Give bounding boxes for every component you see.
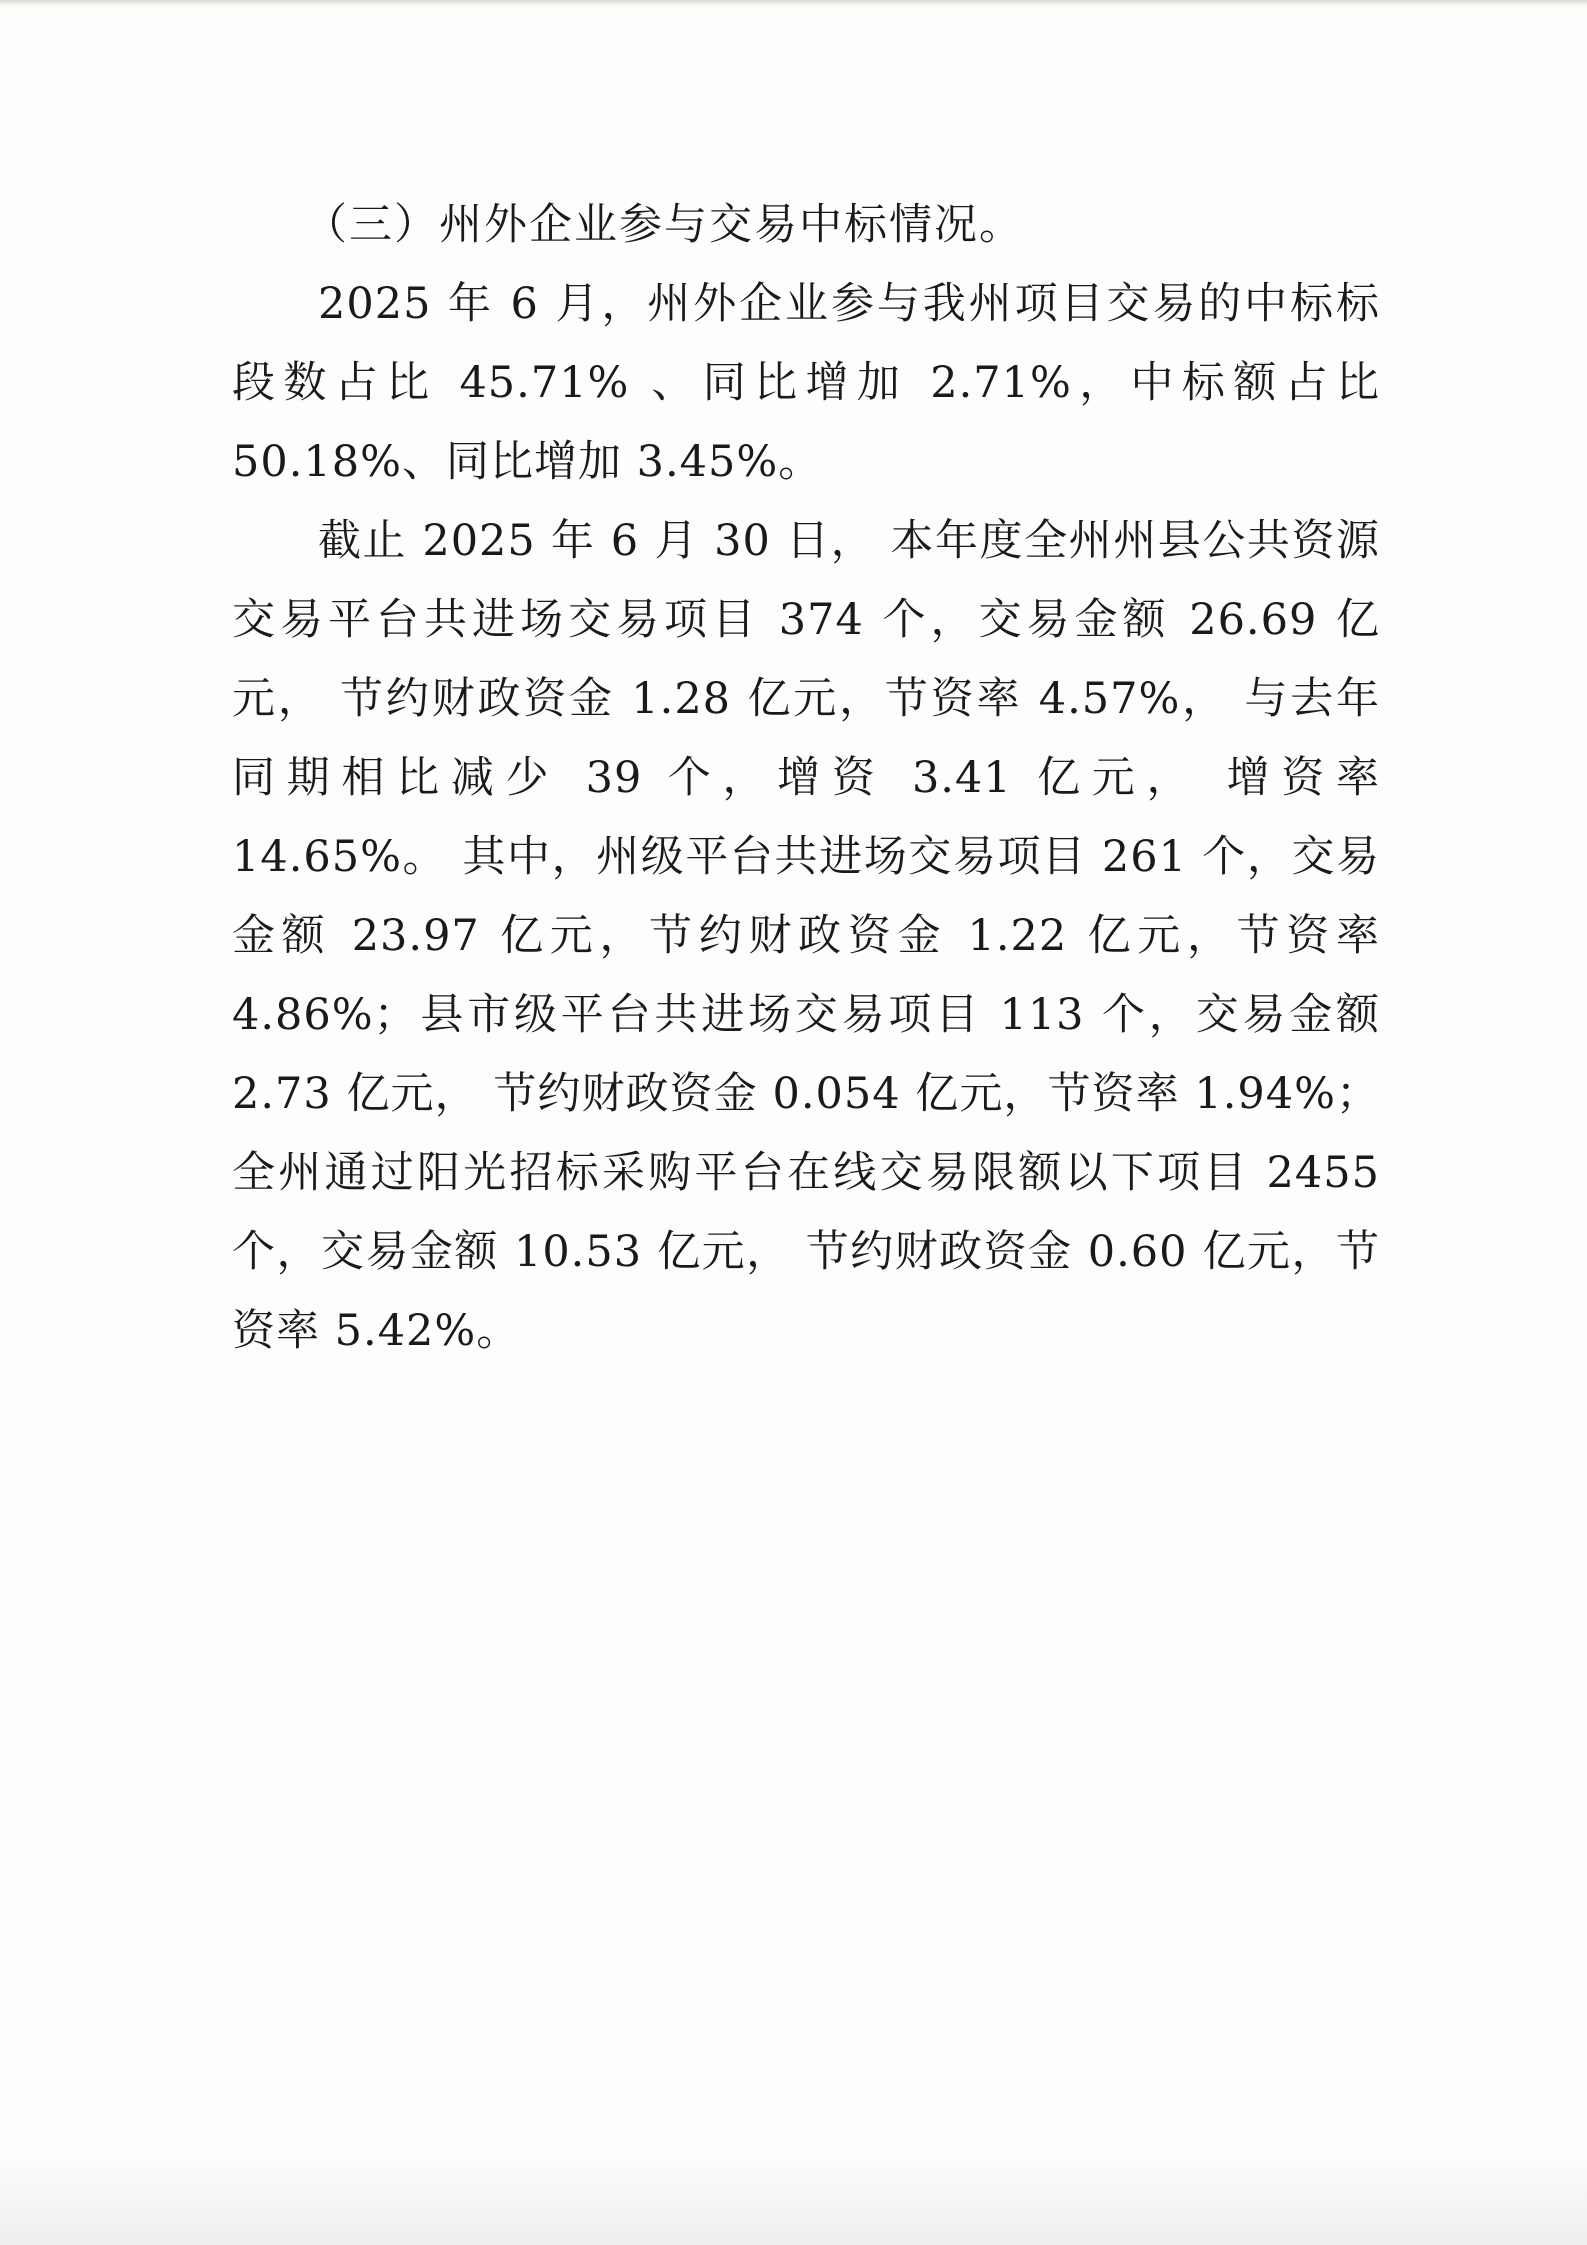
paragraph-trading-summary: 截止 2025 年 6 月 30 日， 本年度全州州县公共资源交易平台共进场交易项目 374 个，交易金额 26.69 亿元， 节约财政资金 1.28 亿元，节资率 4.57%， 与去年同期相比减少 39 个，增资 3.41 亿元， 增资率 14.65%。 其中，州级平台共进场交易项目 261 个，交易金额 23.97 亿元，节约财政资金 1.22 亿元，节资率 4.86%；县市级平台共进场交易项目 113 个，交易金额 2.73 亿元， 节约财政资金 0.054 亿元，节资率 1.94%； 全州通过阳光招标采购平台在线交易限额以下项目 2455 个，交易金额 10.53 亿元， 节约财政资金 0.60 亿元，节资率 5.42%。 [232,516,1380,1356]
scan-bottom-edge [0,2155,1587,2245]
section-heading: （三）州外企业参与交易中标情况。 [304,200,1024,250]
paragraph-out-of-state-bids: 2025 年 6 月，州外企业参与我州项目交易的中标标段数占比 45.71% 、同比增加 2.71%，中标额占比 50.18%、同比增加 3.45%。 [232,279,1380,487]
scan-top-edge [0,0,1587,6]
document-body [232,186,1380,1371]
